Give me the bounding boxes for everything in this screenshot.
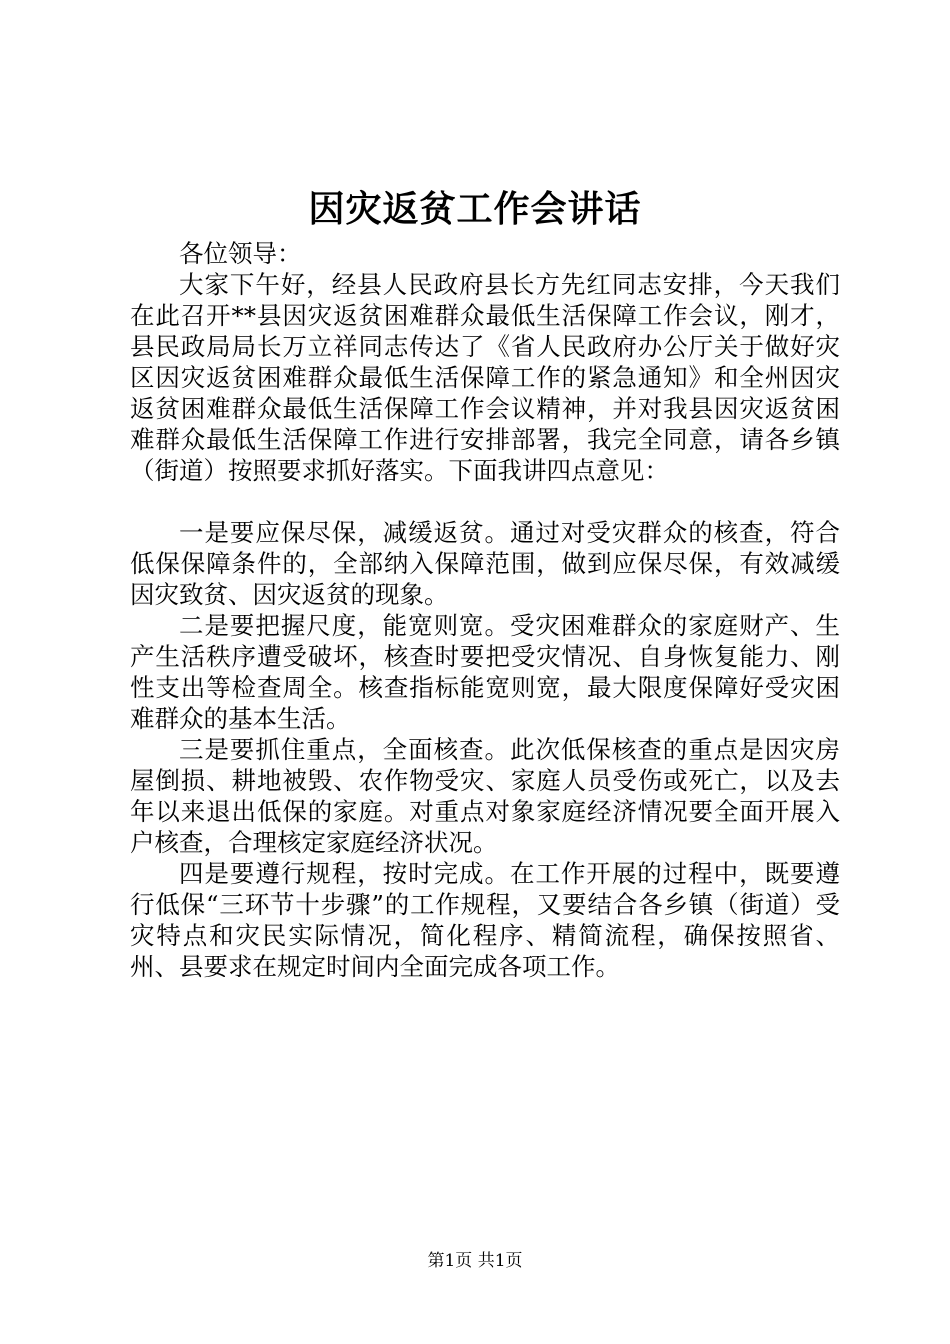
point-paragraph-1: 一是要应保尽保，减缓返贫。通过对受灾群众的核查，符合低保保障条件的，全部纳入保障范围，做到应保尽保，有效减缓因灾致贫、因灾返贫的现象。 bbox=[130, 518, 840, 609]
salutation: 各位领导： bbox=[179, 239, 302, 268]
point-paragraph-3: 三是要抓住重点，全面核查。此次低保核查的重点是因灾房屋倒损、耕地被毁、农作物受灾、家庭人员受伤或死亡，以及去年以来退出低保的家庭。对重点对象家庭经济情况要全面开展入户核查，合理核定家庭经济状况。 bbox=[130, 735, 840, 857]
paragraph-spacer bbox=[130, 486, 840, 517]
page-footer: 第1页 共1页 bbox=[427, 1251, 523, 1271]
document-title: 因灾返贫工作会讲话 bbox=[308, 188, 642, 230]
intro-paragraph: 大家下午好，经县人民政府县长方先红同志安排，今天我们在此召开**县因灾返贫困难群众最低生活保障工作会议，刚才，县民政局局长万立祥同志传达了《省人民政府办公厅关于做好灾区因灾返贫困难群众最低生活保障工作的紧急通知》和全州因灾返贫困难群众最低生活保障工作会议精神，并对我县因灾返贫困难群众最低生活保障工作进行安排部署，我完全同意，请各乡镇（街道）按照要求抓好落实。下面我讲四点意见： bbox=[130, 270, 840, 485]
point-paragraph-2: 二是要把握尺度，能宽则宽。受灾困难群众的家庭财产、生产生活秩序遭受破坏，核查时要把受灾情况、自身恢复能力、刚性支出等检查周全。核查指标能宽则宽，最大限度保障好受灾困难群众的基本生活。 bbox=[130, 611, 840, 733]
point-paragraph-4: 四是要遵行规程，按时完成。在工作开展的过程中，既要遵行低保“三环节十步骤”的工作规程，又要结合各乡镇（街道）受灾特点和灾民实际情况，简化程序、精简流程，确保按照省、州、县要求在规定时间内全面完成各项工作。 bbox=[130, 859, 840, 981]
document-body bbox=[130, 238, 840, 982]
